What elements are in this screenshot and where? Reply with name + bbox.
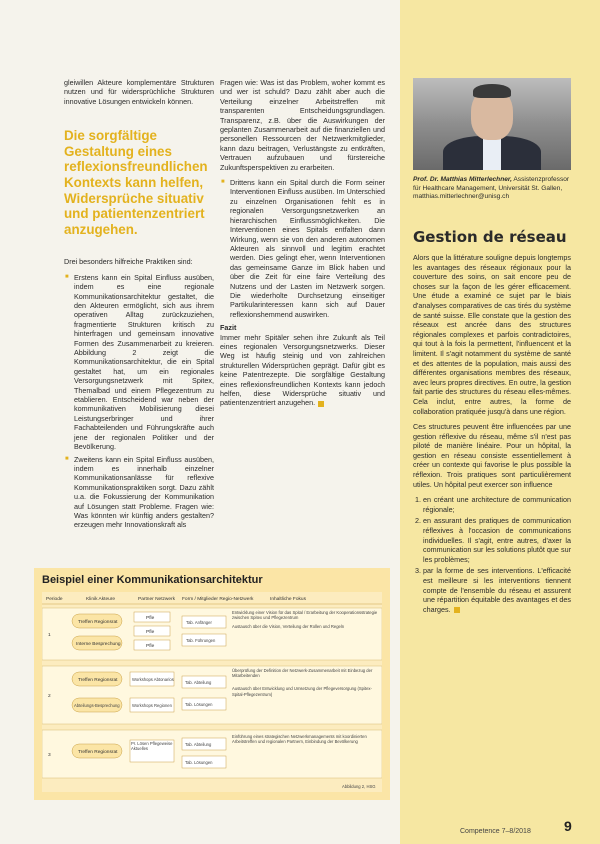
row-2-partner-2: Workshops Regionen bbox=[132, 703, 172, 708]
row-1-notes-wrap bbox=[232, 610, 380, 658]
row-1-actor-1: Treffen Regionsrat bbox=[78, 620, 118, 625]
practices-list-cont bbox=[220, 178, 385, 319]
continued-text: Fragen wie: Was ist das Problem, woher kommt es und wer ist schuld? Dazu zählt aber auch die Verteilung einzelner Arbeitstreffen mit transparenten Entscheidungsgrundlagen. Transparenz, z.B. über die Auswirkungen der geplanten Zusammenarbeit auf die finanziellen und personellen Ressourcen der Netzwerkmitglieder, kann dazu beitragen, Verlustängste zu entkräften, Vertrauen aufzubauen und fürstereiche Zukunftsperspektiven zu erarbeiten. bbox=[220, 78, 385, 172]
row-1-partner-2: Pfle bbox=[146, 630, 155, 635]
row-1-form-2: Tab. Führungen bbox=[186, 638, 216, 643]
fazit-body: Immer mehr Spitäler sehen ihre Zukunft als Teil eines regionalen Versorgungsnetzwerks. Dieser Weg ist häufig steinig und von zahlreichen strukturellen Widersprüchen geprägt. Dafür gibt es keine Patentrezepte. Die sorgfältige Gestaltung eines reflexionsfreundlichen Kontexts kann jedoch helfen, diese Widersprüche situativ und patientenzentriert anzugehen. bbox=[220, 332, 385, 408]
row-3-number: 3 bbox=[48, 753, 51, 758]
row-3-partner-1: Pr. Lösen Pflegeweise Aktuelles bbox=[131, 741, 173, 751]
page-number: 9 bbox=[564, 818, 572, 834]
row-1-note-1: Entwicklung einer Vision für das Spital / Erarbeitung der Kooperationsstrategie zwischen Spitex und Pflegezentrum bbox=[232, 610, 378, 621]
practice-item-2: ■ Zweitens kann ein Spital Einfluss ausüben, indem es innerhalb einzelner Kommunikationsanlässe für reflexive Kommunikationspraktiken sorgt. Dazu zählt u.a. die Fokussierung der Kommunikation auf Lösungen statt Probleme. Fragen wie: Was könnten wir künftig anders gestalten? erzeugen mehr Innovationskraft als bbox=[74, 455, 214, 530]
communication-architecture-diagram bbox=[42, 592, 382, 792]
influence-list bbox=[413, 495, 571, 614]
diagram-source: Abbildung 2, HSG bbox=[342, 784, 376, 789]
row-2-form-1: Tab. Abteilung bbox=[185, 680, 212, 685]
header-form: Form / Mitglieder Regio-Netzwerk bbox=[182, 597, 254, 602]
author-photo bbox=[413, 78, 571, 170]
end-mark-sidebar bbox=[454, 607, 460, 613]
header-fokus: Inhaltliche Fokus bbox=[270, 597, 306, 602]
row-3-notes-wrap bbox=[232, 734, 380, 776]
photo-shirt bbox=[483, 138, 501, 170]
row-2-actor-2: Abteilungs-Besprechung bbox=[74, 703, 120, 708]
header-periode: Periode bbox=[46, 597, 63, 602]
row-2-notes-wrap bbox=[232, 668, 380, 722]
practice-item-1: ■ Erstens kann ein Spital Einfluss ausüben, indem es eine regionale Kommunikationsarchitektur gestaltet, die den Akteuren ermöglicht, sich aus ihrem operativen Alltag zurückzuziehen, fragmentierte Strukturen kritisch zu hinterfragen und gemeinsam innovative Formen des Zusammenarbeit zu kreieren. Abbildung 2 zeigt die Kommunikationsarchitektur, die ein Spital gestaltet hat, um ein regionales Versorgungsnetzwerk mit Spitex, Themalbad und einem Pflegezentrum zu etablieren. Entscheidend war neben der kommunikativen Mobilisierung diesei Leistungserbringer und ihrer Fachabteilenden und Führungskräfte auch jene der regionalen Politiker und der Bevölkerung. bbox=[74, 273, 214, 452]
influence-item-3 bbox=[423, 566, 571, 614]
end-mark bbox=[318, 401, 324, 407]
column-sidebar bbox=[413, 253, 571, 616]
diagram-box bbox=[34, 568, 390, 800]
header-partner: Partner Netzwerk bbox=[138, 597, 176, 602]
practices-list bbox=[64, 273, 214, 530]
row-1-partner-1: Pfle bbox=[146, 616, 155, 621]
caption-author-name: Prof. Dr. Matthias Mitterlechner, bbox=[413, 176, 512, 183]
photo-caption bbox=[413, 176, 571, 202]
sidebar-paragraph-2: Ces structures peuvent être influencées par une gestion réflexive du réseau, même s'il n'est pas piloté de manière linéaire. Pour un hôpital, la gestion en réseau consiste essentiellement à créer un contexte qui favorise le plus possible la réflexion. Trois pratiques sont particulièrement utiles. Un hôpital peut exercer son influence bbox=[413, 422, 571, 489]
header-klinik: Klinik Akteure bbox=[86, 597, 116, 602]
column-left bbox=[64, 78, 214, 533]
pull-quote: Die sorgfältige Gestaltung eines reflexionsfreundlichen Kontexts kann helfen, Widersprüche situativ und patientenzentriert anzugehen. bbox=[64, 128, 208, 237]
row-3-form-1: Tab. Abteilung bbox=[185, 742, 212, 747]
row-3-form-2: Tab. Lösungen bbox=[185, 760, 213, 765]
row-2-form-2: Tab. Lösungen bbox=[185, 702, 213, 707]
journal-footer: Competence 7–8/2018 bbox=[460, 828, 531, 835]
influence-item-1: 1. en créant une architecture de communication régionale; bbox=[423, 495, 571, 514]
row-2-partner-1: Workshops Abtonarios bbox=[132, 677, 174, 682]
row-1-number: 1 bbox=[48, 633, 51, 638]
row-1-note-2: Austausch über die Vision, Verteilung der Rollen und Regeln bbox=[232, 624, 345, 630]
fazit-text bbox=[220, 333, 385, 408]
row-3-actor-1: Treffen Regionsrat bbox=[78, 750, 118, 755]
row-1-form-1: Tab. Anfänger bbox=[186, 620, 212, 625]
diagram-title: Beispiel einer Kommunikationsarchitektur bbox=[42, 574, 263, 586]
photo-hair bbox=[473, 84, 511, 98]
influence-item-2: 2. en assurant des pratiques de communication réflexives à l'occasion de communications individuelles. Il s'agit, entre autres, d'axer la communication sur les solutions plutôt que sur les problèmes; bbox=[423, 516, 571, 564]
row-3-note-1: Einführung eines strategischen Netzwerkmanagements mit koordinierten Arbeitstreffen und regionalen Partnern, Einbindung der Bevölkerung bbox=[232, 734, 367, 745]
fazit-heading: Fazit bbox=[220, 323, 237, 333]
influence-item-3-text: par la forme de ses interventions. L'efficacité est meilleure si les interventions tiennent compte de l'ensemble du réseau et assurent une répartition équitable des avantages et des charges. bbox=[423, 566, 571, 614]
row-2-number: 2 bbox=[48, 694, 51, 699]
row-2-actor-1: Treffen Regionsrat bbox=[78, 678, 118, 683]
section-title: Gestion de réseau bbox=[413, 228, 567, 246]
row-1-actor-2: Interne Besprechung bbox=[76, 642, 121, 647]
row-3-partner-1-wrap bbox=[131, 741, 173, 761]
practice-item-3: ■ Drittens kann ein Spital durch die Form seiner Interventionen Einfluss ausüben. Im Unterschied zu einzelnen Organisationen fehlt es in regionalen Versorgungsnetzwerken an hierarchischen Einflussmöglichkeiten. Die Interventionen eines Spitals entfalten dann Wirkung, wenn sie von den anderen autonomen Akteuren als sinnvoll und legitim erachtet werden. Dies gelingt eher, wenn Interventionen das gemeinsame Ganze im Blick haben und über die Zeit für eine faire Verteilung des Nutzens und der Lasten im Netzwerk sorgen. Die wiederholte Durchsetzung einseitiger Partikularinteressen kann sich auf Dauer reflexionshemmend auswirken. bbox=[230, 178, 385, 319]
row-2-note-1: Überprüfung der Definition der Netzwerk-Zusammenarbeit mit Einbezug der Mitarbeitenden bbox=[232, 668, 373, 679]
row-2-note-2: Austausch über Entwicklung und Umsetzung der Pflegeversorgung (Spitex-Spital-Pflegezentrum) bbox=[232, 686, 372, 697]
sidebar-paragraph-1: Alors que la littérature souligne depuis longtemps les avantages des réseaux régionaux pour la couverture des soins, on sait encore peu de choses sur la façon de les gérer efficacement. Une étude a examiné ce sujet par le biais d'analyses comparatives de cas tirés du système de santé suisse. Elle constate que la gestion des réseaux est ancrée dans des structures régionales complexes et parfois contradictoires, qui tout à la fois la permettent, l'influencent et la limitent. Il s'agit notamment du système de santé et des attentes de la population, mais aussi des différentes organisations membres des réseaux, avec leurs propres directives. En outre, la gestion fait partie des structures du réseau elles-mêmes. Cela inclut, entre autres, la forme de collaboration pratiquée jusqu'à dans une région. bbox=[413, 253, 571, 416]
intro-text: gleiwillen Akteure komplementäre Strukturen nutzen und für widersprüchliche Strukturen innovative Lösungen entwickeln können. bbox=[64, 78, 214, 106]
column-middle bbox=[220, 78, 385, 414]
caption-details: Assistenzprofessor für Healthcare Management, Universität St. Gallen, matthias.mitterlechner@unisg.ch bbox=[413, 176, 570, 201]
practices-intro: Drei besonders hilfreiche Praktiken sind: bbox=[64, 257, 193, 267]
row-1-partner-3: Pfle bbox=[146, 644, 155, 649]
